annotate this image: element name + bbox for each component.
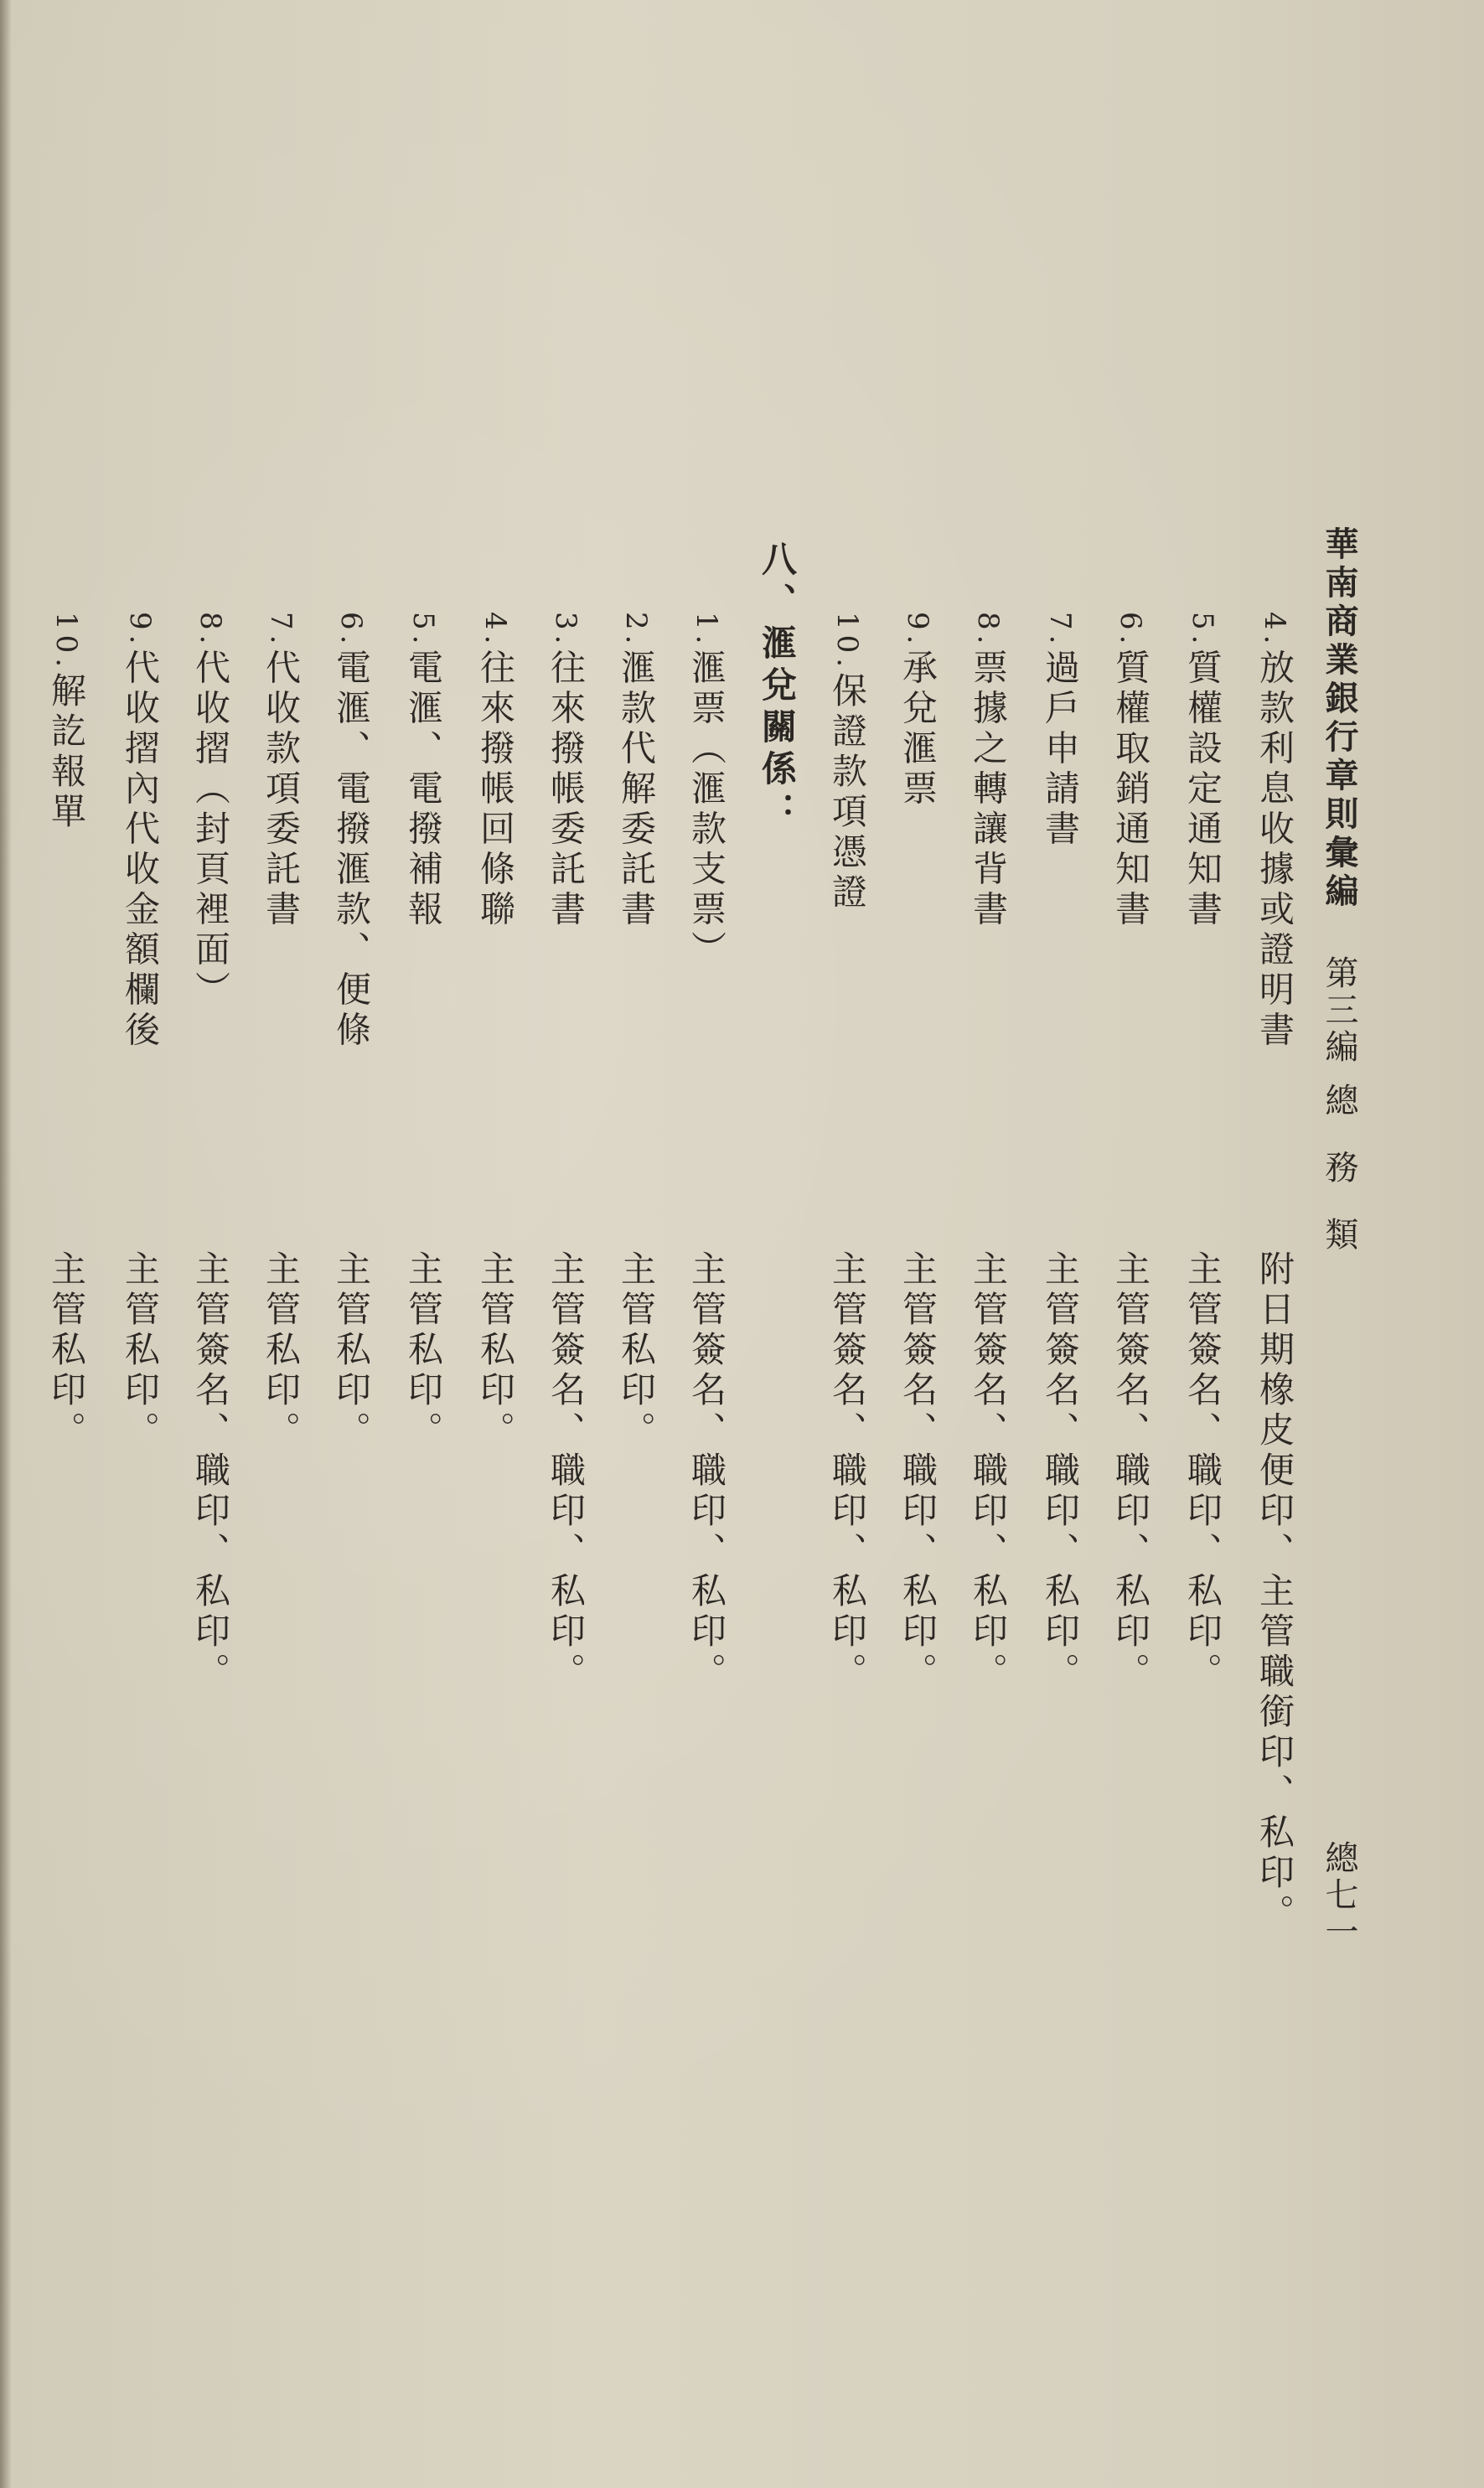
item-number: 9.: [901, 612, 934, 649]
item-number: 9.: [123, 612, 157, 649]
item-name: 滙票（滙款支票）: [686, 649, 727, 971]
part-label: 第三編: [1320, 955, 1358, 1066]
list-item: [1110, 612, 1151, 931]
stamp-requirement: 主管簽名、職印、私印。: [546, 1250, 587, 1693]
list-item: [546, 612, 587, 931]
stamp-requirement: 主管簽名、職印、私印。: [827, 1250, 868, 1693]
list-item: [897, 612, 938, 810]
stamp-requirement: 主管簽名、職印、私印。: [897, 1250, 938, 1693]
stamp-requirement: 主管私印。: [475, 1250, 516, 1451]
stamp-requirement: 主管簽名、職印、私印。: [1110, 1250, 1151, 1693]
item-name: 過戶申請書: [1040, 649, 1081, 851]
item-name: 解訖報單: [46, 672, 87, 834]
item-name: 承兌滙票: [897, 649, 938, 810]
item-name: 電滙、電撥補報: [403, 649, 444, 931]
stamp-requirement: 主管簽名、職印、私印。: [968, 1250, 1009, 1693]
list-item: [261, 612, 302, 931]
item-name: 代收摺內代收金額欄後: [120, 649, 161, 1052]
item-number: 4.: [1258, 612, 1291, 649]
stamp-requirement: 主管私印。: [46, 1250, 87, 1451]
item-number: 8.: [971, 612, 1005, 649]
running-header: [1320, 526, 1359, 1284]
list-item: [827, 612, 868, 914]
stamp-requirement: 主管簽名、職印、私印。: [1040, 1250, 1081, 1693]
item-number: 7.: [264, 612, 297, 649]
item-name: 票據之轉讓背書: [968, 649, 1009, 931]
item-name: 質權設定通知書: [1182, 649, 1223, 931]
item-name: 保證款項憑證: [827, 672, 868, 914]
item-name: 滙款代解委託書: [616, 649, 657, 931]
item-name: 電滙、電撥滙款、便條: [331, 649, 372, 1052]
item-name: 放款利息收據或證明書: [1254, 649, 1295, 1052]
item-number: 6.: [1114, 612, 1147, 649]
stamp-requirement: 主管私印。: [331, 1250, 372, 1451]
item-number: 5.: [406, 612, 440, 649]
stamp-requirement: 附日期橡皮便印、主管職銜印、私印。: [1254, 1250, 1295, 1934]
list-item: [1040, 612, 1081, 851]
item-number: 6.: [334, 612, 368, 649]
page-number: 總七一: [1320, 1840, 1358, 1951]
page-edge-shadow: [0, 0, 12, 2488]
item-name: 往來撥帳回條聯: [475, 649, 516, 931]
item-number: 7.: [1043, 612, 1077, 649]
list-item: [475, 612, 516, 931]
stamp-requirement: 主管私印。: [261, 1250, 302, 1451]
stamp-requirement: 主管私印。: [616, 1250, 657, 1451]
item-number: 5.: [1186, 612, 1219, 649]
list-item: [403, 612, 444, 931]
stamp-requirement: 主管私印。: [120, 1250, 161, 1451]
list-item: [120, 612, 161, 1052]
stamp-requirement: 主管私印。: [403, 1250, 444, 1451]
list-item: [46, 612, 87, 834]
section-heading: 八、滙兌關係：: [757, 541, 798, 834]
list-item: [968, 612, 1009, 931]
list-item: [686, 612, 727, 971]
list-item: [1182, 612, 1223, 931]
item-number: 2.: [619, 612, 653, 649]
item-number: 10.: [49, 612, 83, 673]
item-name: 代收摺（封頁裡面）: [190, 649, 231, 1011]
item-number: 1.: [690, 612, 723, 649]
stamp-requirement: 主管簽名、職印、私印。: [1182, 1250, 1223, 1693]
list-item: [190, 612, 231, 1011]
item-number: 4.: [478, 612, 512, 649]
item-name: 往來撥帳委託書: [546, 649, 587, 931]
list-item: [616, 612, 657, 931]
item-name: 質權取銷通知書: [1110, 649, 1151, 931]
stamp-requirement: 主管簽名、職印、私印。: [190, 1250, 231, 1693]
book-title: 華南商業銀行章則彙編: [1320, 526, 1359, 912]
stamp-requirement: 主管簽名、職印、私印。: [686, 1250, 727, 1693]
item-number: 8.: [194, 612, 227, 649]
item-number: 10.: [830, 612, 864, 673]
list-item: [1254, 612, 1295, 1052]
category-label: 總務類: [1320, 1083, 1358, 1284]
item-name: 代收款項委託書: [261, 649, 302, 931]
list-item: [331, 612, 372, 1052]
item-number: 3.: [549, 612, 582, 649]
